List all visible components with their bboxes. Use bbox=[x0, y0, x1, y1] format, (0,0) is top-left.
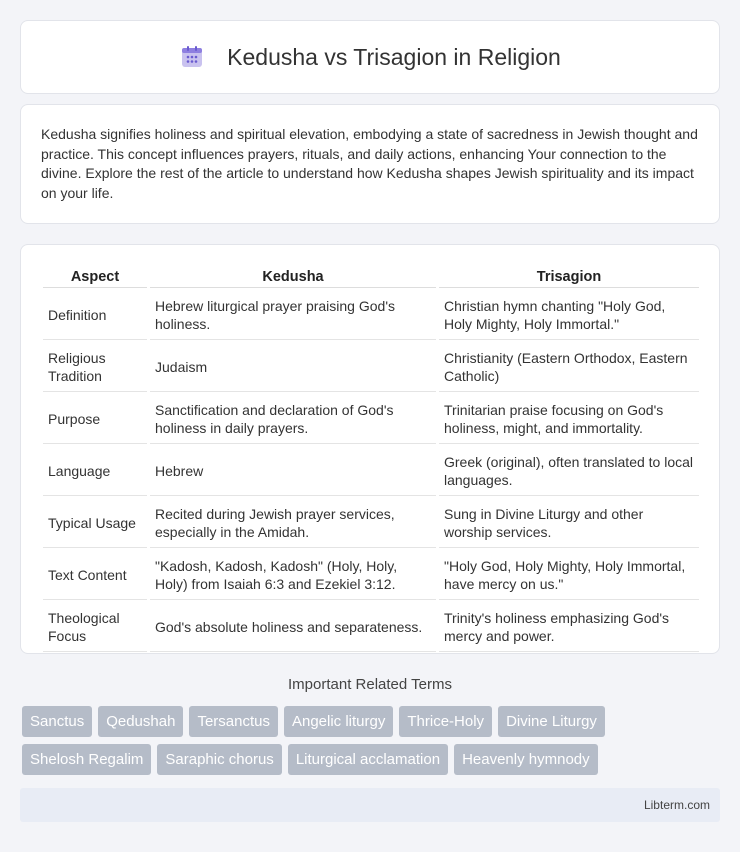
header-aspect: Aspect bbox=[43, 266, 147, 288]
table-cell: Sanctification and declaration of God's holiness in daily prayers. bbox=[150, 395, 436, 444]
intro-card bbox=[20, 104, 720, 224]
table-cell: Sung in Divine Liturgy and other worship services. bbox=[439, 499, 699, 548]
related-term-tag[interactable]: Liturgical acclamation bbox=[288, 744, 448, 775]
footer-link[interactable]: Libterm.com bbox=[643, 798, 710, 812]
table-cell: Greek (original), often translated to local languages. bbox=[439, 447, 699, 496]
related-terms-title: Important Related Terms bbox=[288, 676, 452, 693]
table-row bbox=[43, 447, 699, 496]
table-row bbox=[43, 291, 699, 340]
footer bbox=[20, 788, 720, 822]
table-cell: Theological Focus bbox=[43, 603, 147, 652]
table-cell: Christianity (Eastern Orthodox, Eastern Catholic) bbox=[439, 343, 699, 392]
comparison-table bbox=[40, 263, 702, 655]
table-cell: Typical Usage bbox=[43, 499, 147, 548]
related-term-tag[interactable]: Sanctus bbox=[22, 706, 92, 737]
table-row bbox=[43, 499, 699, 548]
related-term-tag[interactable]: Qedushah bbox=[98, 706, 183, 737]
table-cell: Definition bbox=[43, 291, 147, 340]
table-header-row bbox=[43, 266, 699, 288]
table-row bbox=[43, 551, 699, 600]
comparison-card bbox=[20, 244, 720, 654]
related-term-tag[interactable]: Saraphic chorus bbox=[157, 744, 281, 775]
related-term-tag[interactable]: Shelosh Regalim bbox=[22, 744, 151, 775]
table-cell: "Holy God, Holy Mighty, Holy Immortal, have mercy on us." bbox=[439, 551, 699, 600]
related-term-tag[interactable]: Tersanctus bbox=[189, 706, 278, 737]
header-trisagion: Trisagion bbox=[439, 266, 699, 288]
table-cell: Trinity's holiness emphasizing God's mercy and power. bbox=[439, 603, 699, 652]
related-term-tag[interactable]: Divine Liturgy bbox=[498, 706, 605, 737]
table-cell: Language bbox=[43, 447, 147, 496]
related-term-tag[interactable]: Heavenly hymnody bbox=[454, 744, 598, 775]
table-row bbox=[43, 603, 699, 652]
table-cell: Judaism bbox=[150, 343, 436, 392]
related-terms-list bbox=[22, 706, 722, 775]
table-cell: Purpose bbox=[43, 395, 147, 444]
table-cell: Religious Tradition bbox=[43, 343, 147, 392]
table-row bbox=[43, 395, 699, 444]
table-cell: Text Content bbox=[43, 551, 147, 600]
table-cell: Hebrew liturgical prayer praising God's holiness. bbox=[150, 291, 436, 340]
related-term-tag[interactable]: Thrice-Holy bbox=[399, 706, 492, 737]
table-cell: Trinitarian praise focusing on God's holiness, might, and immortality. bbox=[439, 395, 699, 444]
title-card bbox=[20, 20, 720, 94]
intro-text: Kedusha signifies holiness and spiritual elevation, embodying a state of sacredness in Jewish thought and practice. This concept influences prayers, rituals, and daily actions, enhancing Your connection to the divine. Explore the rest of the article to understand how Kedusha shapes Jewish spirituality and its impact on your life. bbox=[41, 126, 698, 201]
table-cell: Hebrew bbox=[150, 447, 436, 496]
calendar-icon bbox=[179, 44, 205, 70]
table-cell: God's absolute holiness and separateness. bbox=[150, 603, 436, 652]
related-term-tag[interactable]: Angelic liturgy bbox=[284, 706, 393, 737]
page-title: Kedusha vs Trisagion in Religion bbox=[227, 43, 561, 70]
table-cell: "Kadosh, Kadosh, Kadosh" (Holy, Holy, Holy) from Isaiah 6:3 and Ezekiel 3:12. bbox=[150, 551, 436, 600]
table-cell: Recited during Jewish prayer services, especially in the Amidah. bbox=[150, 499, 436, 548]
table-row bbox=[43, 343, 699, 392]
table-cell: Christian hymn chanting "Holy God, Holy Mighty, Holy Immortal." bbox=[439, 291, 699, 340]
header-kedusha: Kedusha bbox=[150, 266, 436, 288]
